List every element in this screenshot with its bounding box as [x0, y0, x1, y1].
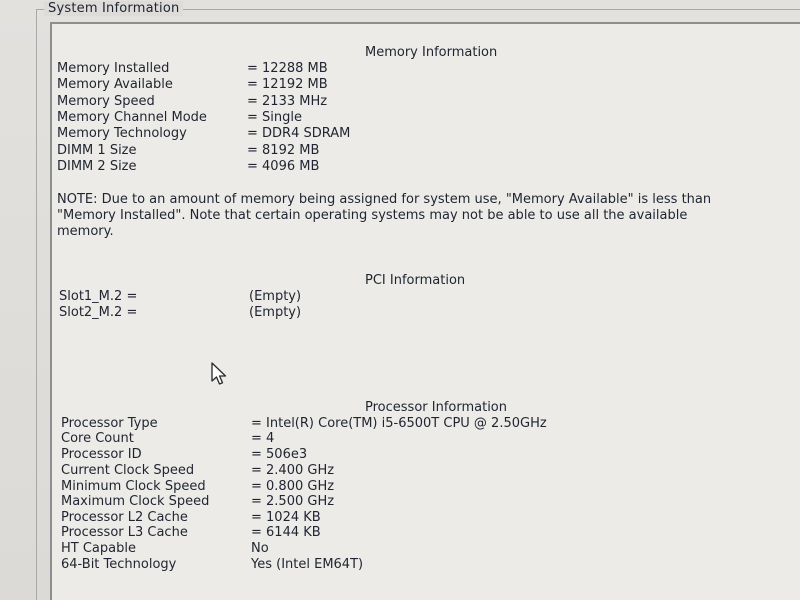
processor-label: Processor L3 Cache: [61, 525, 188, 540]
memory-row: [57, 143, 477, 159]
processor-label: Processor L2 Cache: [61, 510, 188, 525]
memory-value: = DDR4 SDRAM: [247, 126, 351, 141]
memory-row: [57, 77, 477, 93]
memory-value: = 8192 MB: [247, 143, 320, 158]
memory-row: [57, 61, 477, 77]
pci-section-title: PCI Information: [365, 273, 466, 288]
processor-label: Minimum Clock Speed: [61, 479, 206, 494]
processor-label: Core Count: [61, 431, 134, 446]
pci-row: [59, 305, 479, 321]
memory-value: = 4096 MB: [247, 159, 320, 174]
processor-label: 64-Bit Technology: [61, 557, 177, 572]
mouse-pointer-icon: [210, 362, 228, 386]
memory-row: [57, 94, 477, 110]
pci-value: (Empty): [249, 289, 302, 304]
processor-value: = 1024 KB: [251, 510, 321, 525]
processor-label: HT Capable: [61, 541, 136, 556]
memory-note: NOTE: Due to an amount of memory being assigned for system use, "Memory Available" is less than "Memory Installed". Note that certain operating systems may not be able to use all the available memory.: [57, 192, 712, 239]
processor-row: [61, 510, 621, 526]
processor-label: Maximum Clock Speed: [61, 494, 210, 509]
memory-value: = 12288 MB: [247, 61, 328, 76]
pci-label: Slot2_M.2 =: [59, 305, 138, 320]
processor-value: = 2.400 GHz: [251, 463, 335, 478]
memory-value: = Single: [247, 110, 302, 125]
processor-value: = 0.800 GHz: [251, 479, 335, 494]
memory-label: Memory Available: [57, 77, 173, 92]
memory-value: = 12192 MB: [247, 77, 328, 92]
memory-row: [57, 110, 477, 126]
pci-value: (Empty): [249, 305, 302, 320]
processor-row: [61, 447, 621, 463]
memory-label: Memory Speed: [57, 94, 155, 109]
memory-row: [57, 126, 477, 142]
memory-row: [57, 159, 477, 175]
processor-value: = 506e3: [251, 447, 308, 462]
processor-value: = Intel(R) Core(TM) i5-6500T CPU @ 2.50GHz: [251, 416, 547, 431]
processor-label: Processor Type: [61, 416, 158, 431]
memory-label: Memory Technology: [57, 126, 187, 141]
memory-label: DIMM 2 Size: [57, 159, 137, 174]
memory-label: Memory Installed: [57, 61, 170, 76]
processor-value: = 2.500 GHz: [251, 494, 335, 509]
memory-label: Memory Channel Mode: [57, 110, 207, 125]
groupbox-title: System Information: [44, 1, 183, 16]
processor-row: [61, 463, 621, 479]
processor-section-title: Processor Information: [365, 400, 507, 415]
processor-value: = 6144 KB: [251, 525, 321, 540]
processor-row: [61, 416, 621, 432]
memory-section-title: Memory Information: [365, 45, 498, 60]
memory-label: DIMM 1 Size: [57, 143, 137, 158]
processor-row: [61, 479, 621, 495]
processor-value: No: [251, 541, 269, 556]
processor-label: Processor ID: [61, 447, 142, 462]
processor-row: [61, 541, 621, 557]
processor-row: [61, 525, 621, 541]
processor-label: Current Clock Speed: [61, 463, 195, 478]
processor-row: [61, 557, 621, 573]
processor-row: [61, 431, 621, 447]
pci-row: [59, 289, 479, 305]
pci-label: Slot1_M.2 =: [59, 289, 138, 304]
memory-value: = 2133 MHz: [247, 94, 328, 109]
processor-value: = 4: [251, 431, 275, 446]
processor-row: [61, 494, 621, 510]
processor-value: Yes (Intel EM64T): [251, 557, 364, 572]
